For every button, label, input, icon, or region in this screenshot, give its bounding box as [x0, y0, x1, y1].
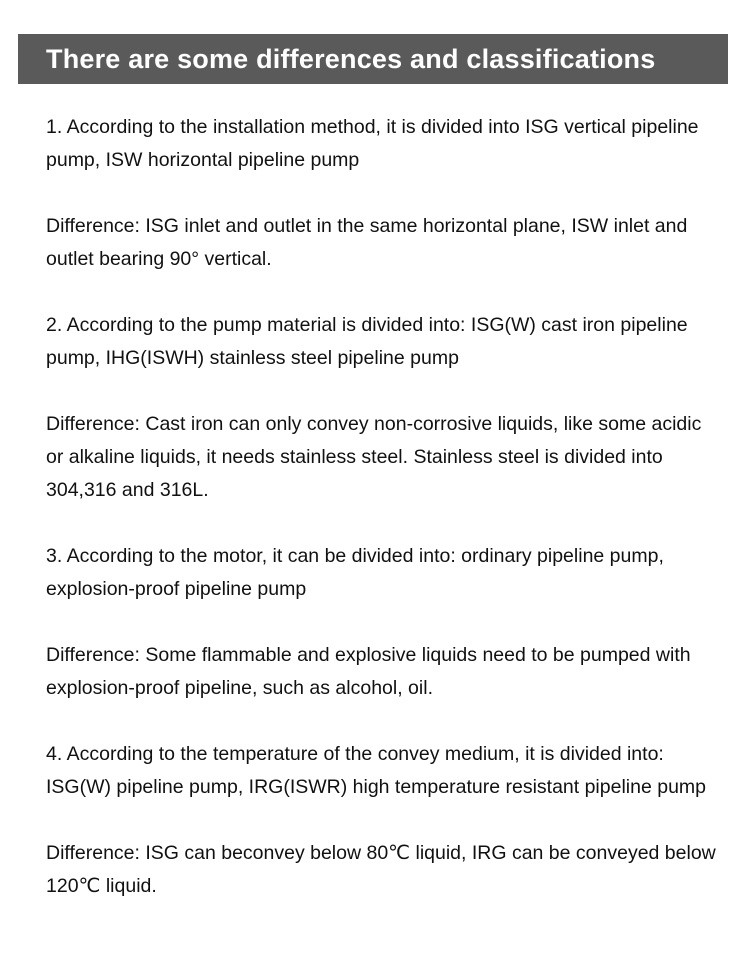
classification-temperature: 4. According to the temperature of the convey medium, it is divided into: ISG(W) pipeline pump, IRG(ISWR) high temperature resistant pipeline pump — [46, 743, 707, 798]
difference-motor: Difference: Some flammable and explosive liquids need to be pumped with explosion-proof pipeline, such as alcohol, oil. — [46, 644, 691, 699]
classification-material: 2. According to the pump material is divided into: ISG(W) cast iron pipeline pump, IHG(ISWH) stainless steel pipeline pump — [46, 314, 688, 369]
difference-temperature: Difference: ISG can beconvey below 80℃ liquid, IRG can be conveyed below 120℃ liquid. — [46, 842, 716, 897]
section-title: There are some differences and classifications — [46, 43, 656, 74]
classification-installation: 1. According to the installation method, it is divided into ISG vertical pipeline pump, ISW horizontal pipeline pump — [46, 116, 699, 171]
classification-motor: 3. According to the motor, it can be divided into: ordinary pipeline pump, explosion-proof pipeline pump — [46, 545, 664, 600]
document-body — [46, 111, 716, 903]
difference-material: Difference: Cast iron can only convey non-corrosive liquids, like some acidic or alkaline liquids, it needs stainless steel. Stainless steel is divided into 304,316 and 316L. — [46, 413, 702, 501]
difference-installation: Difference: ISG inlet and outlet in the same horizontal plane, ISW inlet and outlet bearing 90° vertical. — [46, 215, 688, 270]
section-header — [18, 34, 728, 84]
